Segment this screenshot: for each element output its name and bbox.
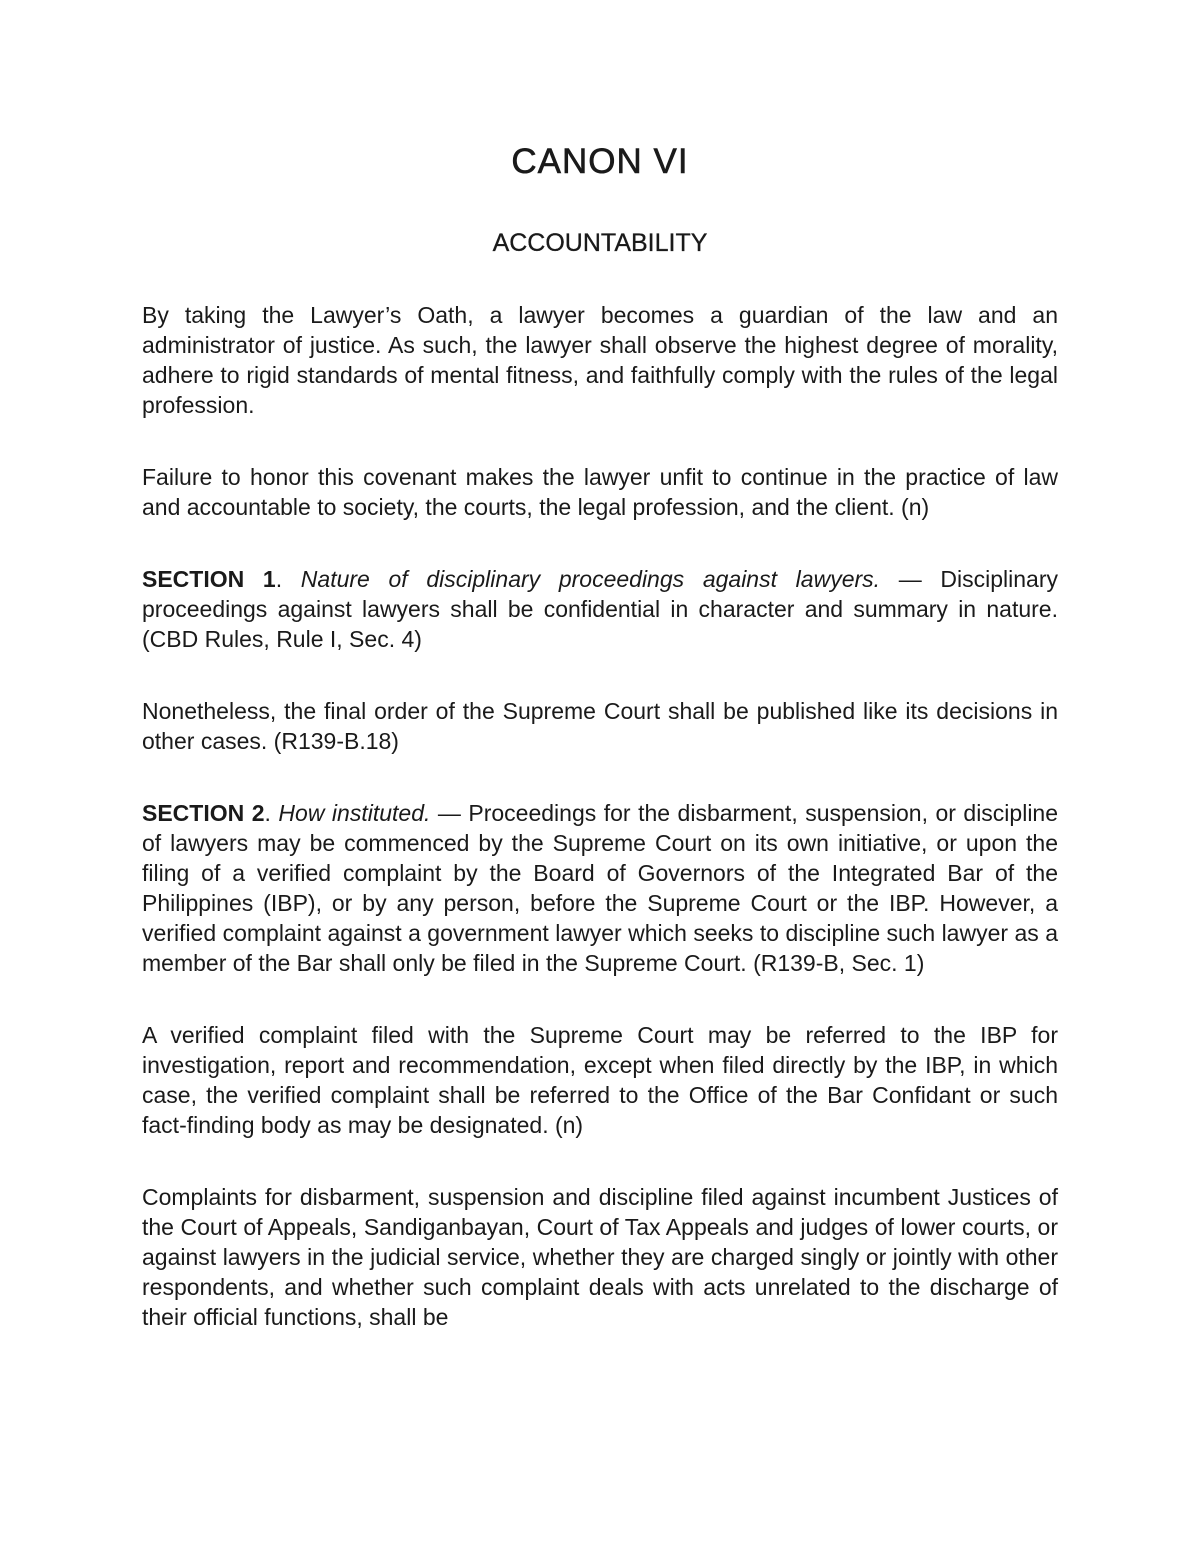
section-2-paragraph: SECTION 2. How instituted. — Proceedings for the disbarment, suspension, or discipline of lawyers may be commenced by the Supreme Court on its own initiative, or upon the filing of a verified complaint by the Board of Governors of the Integrated Bar of the Philippines (IBP), or by any person, before the Supreme Court or the IBP. However, a verified complaint against a government lawyer which seeks to discipline such lawyer as a member of the Bar shall only be filed in the Supreme Court. (R139-B, Sec. 1) xyxy=(142,800,1059,976)
section-1-paragraph: SECTION 1. Nature of disciplinary proceedings against lawyers. — Disciplinary proceedings against lawyers shall be confidential in character and summary in nature. (CBD Rules, Rule I, Sec. 4) xyxy=(142,566,1058,652)
section-1-text: — Disciplinary proceedings against lawyers shall be confidential in character and summary in nature. (CBD Rules, Rule I, Sec. 4) xyxy=(142,566,1058,652)
section-2-text: — Proceedings for the disbarment, suspension, or discipline of lawyers may be commenced by the Supreme Court on its own initiative, or upon the filing of a verified complaint by the Board of Governors of the Integrated Bar of the Philippines (IBP), or by any person, before the Supreme Court or the IBP. However, a verified complaint against a government lawyer which seeks to discipline such lawyer as a member of the Bar shall only be filed in the Supreme Court. (R139-B, Sec. 1) xyxy=(142,800,1059,976)
section-1-title: Nature of disciplinary proceedings against lawyers. xyxy=(300,566,881,592)
intro-paragraph-1: By taking the Lawyer’s Oath, a lawyer becomes a guardian of the law and an administrator of justice. As such, the lawyer shall observe the highest degree of morality, adhere to rigid standards of mental fitness, and faithfully comply with the rules of the legal profession. xyxy=(142,302,1058,418)
intro-paragraph-2: Failure to honor this covenant makes the lawyer unfit to continue in the practice of law and accountable to society, the courts, the legal profession, and the client. (n) xyxy=(142,464,1058,520)
document-page xyxy=(142,140,1058,1332)
section-1-label: SECTION 1 xyxy=(142,566,276,592)
section-2-title: How instituted. xyxy=(278,800,431,826)
canon-subtitle: ACCOUNTABILITY xyxy=(492,229,708,257)
section-2-paragraph-2: A verified complaint filed with the Supreme Court may be referred to the IBP for investigation, report and recommendation, except when filed directly by the IBP, in which case, the verified complaint shall be referred to the Office of the Bar Confidant or such fact-finding body as may be designated. (n) xyxy=(142,1022,1058,1138)
section-2-paragraph-3: Complaints for disbarment, suspension and discipline filed against incumbent Justices of the Court of Appeals, Sandiganbayan, Court of Tax Appeals and judges of lower courts, or against lawyers in the judicial service, whether they are charged singly or jointly with other respondents, and whether such complaint deals with acts unrelated to the discharge of their official functions, shall be xyxy=(142,1184,1058,1330)
section-1-paragraph-2: Nonetheless, the final order of the Supreme Court shall be published like its decisions in other cases. (R139-B.18) xyxy=(142,698,1058,754)
section-2-label: SECTION 2 xyxy=(142,800,265,826)
canon-title: CANON VI xyxy=(511,142,689,181)
